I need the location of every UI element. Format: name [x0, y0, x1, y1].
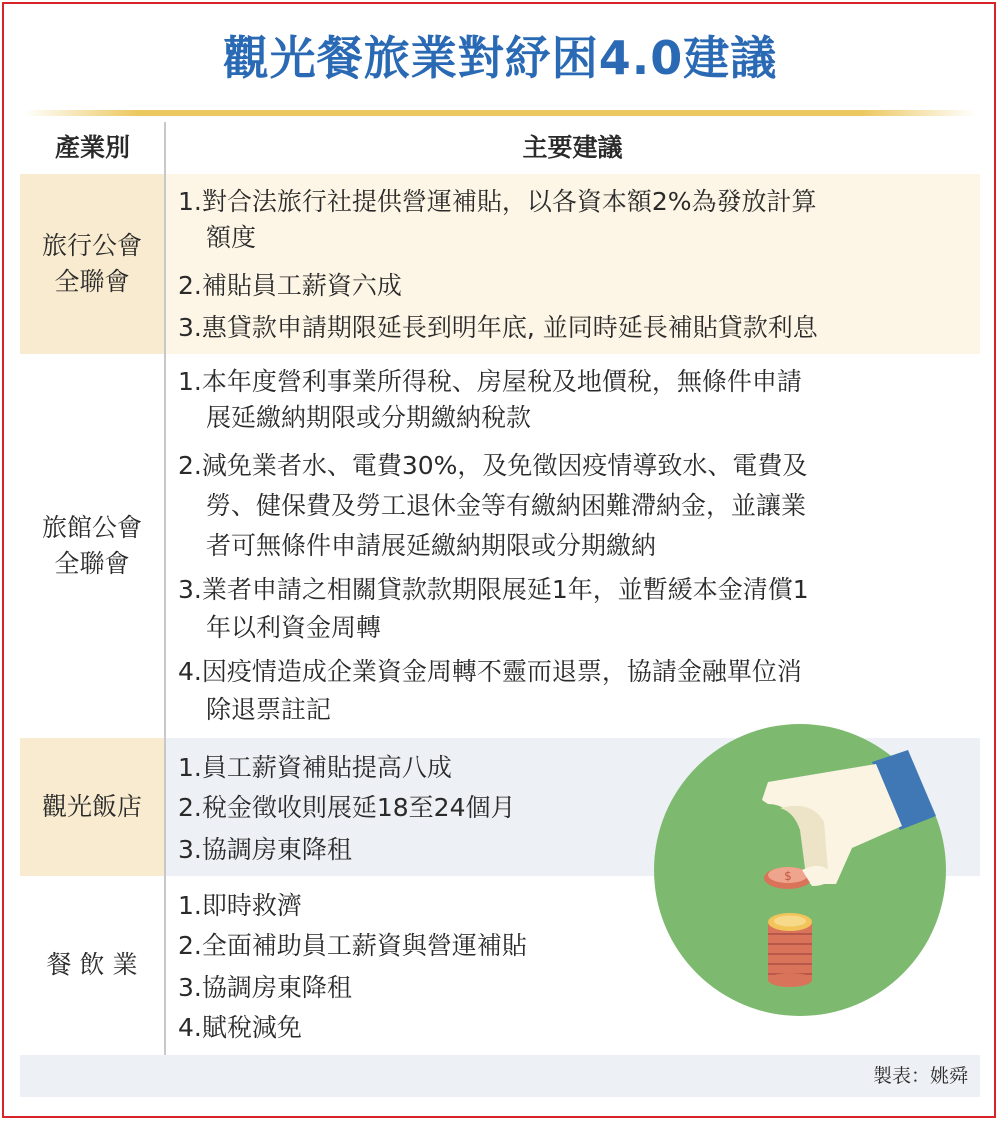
industry-cell — [20, 354, 164, 738]
footer-bar — [20, 1055, 980, 1097]
suggestion-item: 1.對合法旅行社提供營運補貼，以各資本額2%為發放計算 — [178, 187, 817, 216]
page-title: 觀光餐旅業對紓困4.0建議 — [222, 31, 778, 85]
suggestion-item: 4.賦稅減免 — [178, 1013, 302, 1042]
suggestion-item: 1.即時救濟 — [178, 891, 302, 920]
header-industry: 產業別 — [54, 133, 130, 162]
chart-credit: 製表：姚舜 — [872, 1065, 968, 1087]
suggestion-item-continuation: 除退票註記 — [206, 695, 332, 724]
suggestion-item: 1.本年度營利事業所得稅、房屋稅及地價稅，無條件申請 — [178, 367, 802, 396]
industry-name: 觀光飯店 — [41, 792, 142, 821]
industry-name: 旅行公會 全聯會 — [41, 231, 142, 296]
suggestion-item: 1.員工薪資補貼提高八成 — [178, 753, 452, 782]
suggestion-item-continuation: 額度 — [206, 223, 257, 252]
suggestion-item-continuation: 展延繳納期限或分期繳納稅款 — [206, 403, 532, 432]
suggestion-item-continuation: 勞、健保費及勞工退休金等有繳納困難滯納金，並讓業 — [206, 491, 807, 520]
suggestion-item: 3.業者申請之相關貸款款期限展延1年，並暫緩本金清償1 — [178, 575, 809, 604]
hand-dropping-coin-icon — [650, 720, 950, 1020]
suggestion-item: 3.惠貸款申請期限延長到明年底, 並同時延長補貼貸款利息 — [178, 313, 818, 342]
industry-cell — [20, 738, 164, 876]
svg-text:$: $ — [784, 869, 792, 883]
suggestions-cell — [166, 174, 980, 354]
suggestion-item: 2.稅金徵收則展延18至24個月 — [178, 793, 516, 822]
suggestion-item-continuation: 者可無條件申請展延繳納期限或分期繳納 — [206, 531, 657, 560]
suggestion-item: 2.減免業者水、電費30%，及免徵因疫情導致水、電費及 — [178, 451, 808, 480]
suggestion-item: 4.因疫情造成企業資金周轉不靈而退票，協請金融單位消 — [178, 657, 802, 686]
suggestions-cell — [166, 354, 980, 738]
suggestion-item: 2.全面補助員工薪資與營運補貼 — [178, 931, 527, 960]
title-underline — [24, 110, 976, 116]
suggestion-item: 2.補貼員工薪資六成 — [178, 271, 402, 300]
industry-cell — [20, 876, 164, 1054]
suggestion-item: 3.協調房東降租 — [178, 835, 352, 864]
industry-cell — [20, 174, 164, 354]
industry-name: 旅館公會 全聯會 — [41, 513, 142, 578]
header-suggestions: 主要建議 — [522, 133, 623, 162]
column-divider — [164, 122, 166, 1055]
industry-name: 餐飲業 — [46, 950, 146, 979]
suggestion-item: 3.協調房東降租 — [178, 973, 352, 1002]
suggestion-item-continuation: 年以利資金周轉 — [206, 613, 382, 642]
